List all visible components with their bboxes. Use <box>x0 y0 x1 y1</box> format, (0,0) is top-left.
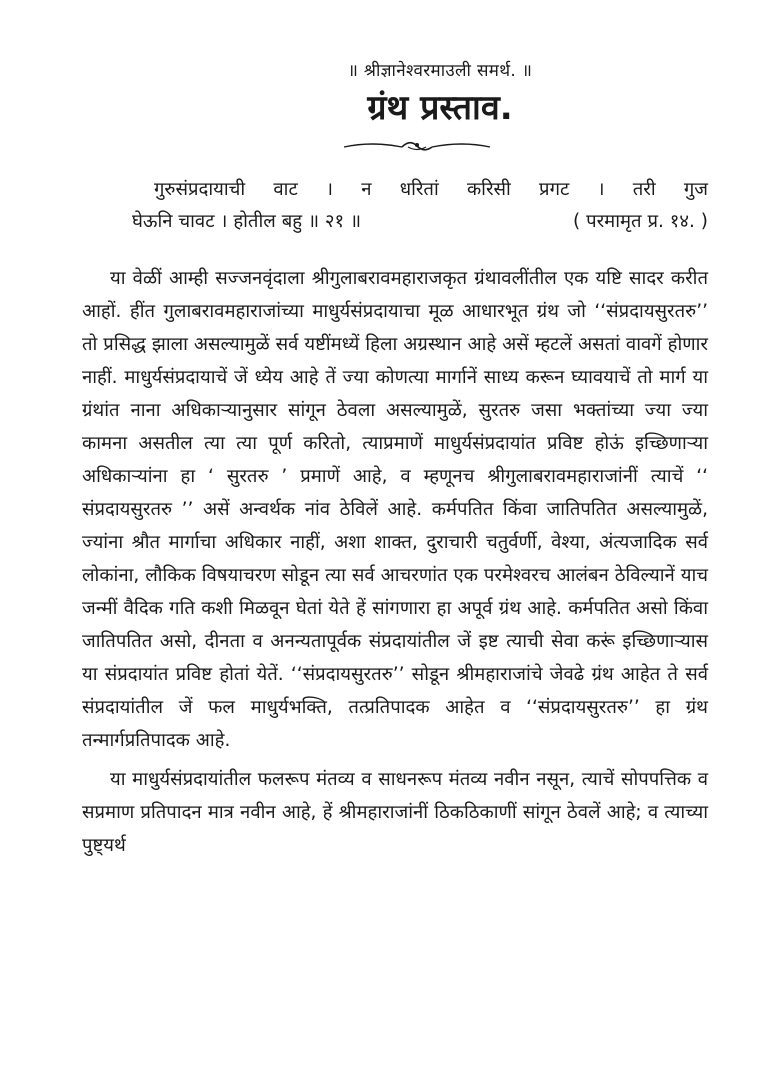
verse-citation: ( परमामृत प्र. १४. ) <box>572 210 708 232</box>
page-title: ग्रंथ प्रस्ताव. <box>367 88 513 128</box>
paragraph-2: या माधुर्यसंप्रदायांतील फलरूप मंतव्य व साधनरूप मंतव्य नवीन नसून, त्याचें सोपपत्तिक व सप्रमाण प्रतिपादन मात्र नवीन आहे, हें श्रीमहाराजांनीं ठिकठिकाणीं सांगून ठेवलें आहे; व त्याच्या पुष्ट्यर्थ <box>82 769 708 856</box>
ornament-divider-icon <box>342 138 492 154</box>
paragraph-1: या वेळीं आम्ही सज्जनवृंदाला श्रीगुलाबरावमहाराजकृत ग्रंथावलींतील एक यष्टि सादर करीत आहों. हींत गुलाबरावमहाराजांच्या माधुर्यसंप्रदायाचा मूळ आधारभूत ग्रंथ जो ‘‘संप्रदायसुरतरु’’ तो प्रसिद्ध झाला असल्यामुळें सर्व यष्टींमध्यें हिला अग्रस्थान आहे असें म्हटलें असतां वावगें होणार नाहीं. माधुर्यसंप्रदायाचें जें ध्येय आहे तें ज्या कोणत्या मार्गानें साध्य करून घ्यावयाचें तो मार्ग या ग्रंथांत नाना अधिकाऱ्यानुसार सांगून ठेवला असल्यामुळें, सुरतरु जसा भक्तांच्या ज्या ज्या कामना असतील त्या त्या पूर्ण करितो, त्याप्रमाणें माधुर्यसंप्रदायांत प्रविष्ट होऊं इच्छिणाऱ्या अधिकाऱ्यांना हा ‘ सुरतरु ’ प्रमाणें आहे, व म्हणूनच श्रीगुलाबरावमहाराजांनीं त्याचें ‘‘ संप्रदायसुरतरु ’’ असें अन्वर्थक नांव ठेविलें आहे. कर्मपतित किंवा जातिपतित असल्यामुळें, ज्यांना श्रौत मार्गाचा अधिकार नाहीं, अशा शाक्त, दुराचारी चतुर्वर्णी, वेश्या, अंत्यजादिक सर्व लोकांना, लौकिक विषयाचरण सोडून त्या सर्व आचरणांत एक परमेश्वरच आलंबन ठेविल्यानें याच जन्मीं वैदिक गति कशी मिळवून घेतां येते हें सांगणारा हा अपूर्व ग्रंथ आहे. कर्मपतित असो किंवा जातिपतित असो, दीनता व अनन्यतापूर्वक संप्रदायांतील जें इष्ट त्याची सेवा करूं इच्छिणाऱ्यास या संप्रदायांत प्रविष्ट होतां येतें. ‘‘संप्रदायसुरतरु’’ सोडून श्रीमहाराजांचे जेवढे ग्रंथ आहेत ते सर्व संप्रदायांतील जें फल माधुर्यभक्ति, तत्प्रतिपादक आहेत व ‘‘संप्रदायसुरतरु’’ हा ग्रंथ तन्मार्गप्रतिपादक आहे. <box>82 268 708 751</box>
body-text <box>82 262 708 868</box>
verse-line-2-text: घेऊनि चावट । होतील बहु ॥ २१ ॥ <box>132 210 362 232</box>
verse-line-1: गुरुसंप्रदायाची वाट । न धरितां करिसी प्रगट । तरी गुज <box>154 178 708 200</box>
verse-line-2 <box>132 206 708 238</box>
invocation-line: ॥ श्रीज्ञानेश्वरमाउली समर्थ. ॥ <box>347 61 533 81</box>
